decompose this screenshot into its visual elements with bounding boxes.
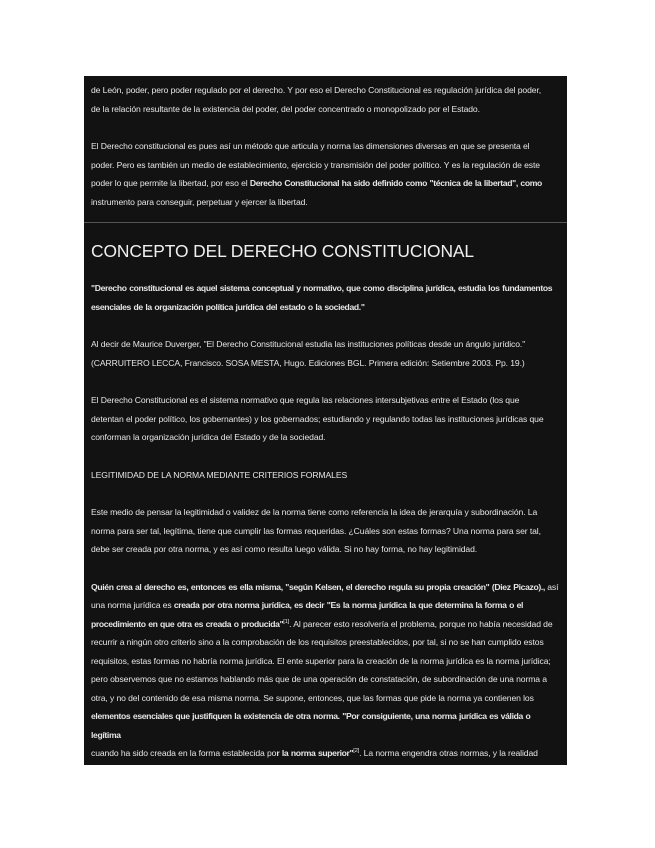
bold-text: procedimiento en que otra es creada o producida": [91, 618, 284, 629]
text-line: El Derecho constitucional es pues así un método que articula y norma las dimensiones diversas en que se presenta el: [91, 141, 530, 151]
text-line: Este medio de pensar la legitimidad o validez de la norma tiene como referencia la idea de jerarquía y subordinación. La: [91, 507, 538, 517]
paragraph-duverger: [91, 335, 561, 372]
text-line: detentan el poder político, los gobernantes) y los gobernados; estudiando y regulando todas las instituciones jurídicas que: [91, 413, 544, 424]
bold-text: Quién crea al derecho es, entonces es ella misma, "según Kelsen, el derecho regula su propia creación" (Diez Picazo).,: [91, 581, 545, 592]
footnote-ref-2[interactable]: [2]: [353, 748, 360, 755]
text-span: cuando ha sido creada en la forma establecida po: [91, 748, 277, 758]
text-line: requisitos, estas formas no habría norma jurídica. El ente superior para la creación de la norma jurídica es la norma jurídica;: [91, 655, 551, 666]
text-line: conforman la organización jurídica del Estado y de la sociedad.: [91, 432, 326, 442]
text-line: de León, poder, pero poder regulado por el derecho. Y por eso el Derecho Constitucional es regulación jurídica del poder,: [91, 85, 542, 95]
text-line: recurrir a ningún otro criterio sino a la comprobación de los requisitos preestablecidos, por tal, si no se han cumplido estos: [91, 637, 544, 647]
footnote-ref-1[interactable]: [1]: [283, 618, 290, 625]
subsection-heading: LEGITIMIDAD DE LA NORMA MEDIANTE CRITERIOS FORMALES: [91, 469, 348, 480]
text-line: El Derecho Constitucional es el sistema normativo que regula las relaciones intersubjetivas entre el Estado (los que: [91, 395, 520, 405]
text-span: poder lo que permite la libertad, por eso el: [91, 178, 250, 188]
text-line: norma para ser tal, legítima, tiene que cumplir las formas requeridas. ¿Cuáles son estas formas? Una norma para ser tal,: [91, 525, 541, 536]
text-line: debe ser creada por otra norma, y es así como resulta luego válida. Si no hay forma, no hay legitimidad.: [91, 544, 478, 554]
text-line: esenciales de la organización política jurídica del estado o la sociedad.": [91, 301, 365, 312]
text-line: poder. Pero es también un medio de establecimiento, ejercicio y transmisión del poder político. Y es la regulación de este: [91, 159, 540, 170]
section-heading: CONCEPTO DEL DERECHO CONSTITUCIONAL: [91, 241, 475, 261]
bold-text: r la norma superior": [276, 748, 354, 758]
text-line: [91, 578, 561, 597]
paragraph-sistema-normativo: [91, 391, 561, 447]
document-page: [84, 76, 567, 765]
text-line: [91, 174, 561, 193]
bold-text: Derecho Constitucional ha sido definido como "técnica de la libertad", como: [249, 178, 542, 188]
text-span: una norma jurídica es: [91, 600, 174, 610]
paragraph-metodo: [91, 137, 561, 211]
bold-text: creada por otra norma jurídica, es decir "Es la norma jurídica la que determina la forma o el: [173, 600, 524, 610]
text-line: Al decir de Maurice Duverger, "El Derecho Constitucional estudia las instituciones políticas desde un ángulo jurídico.": [91, 339, 526, 349]
text-line: de la relación resultante de la existencia del poder, del poder concentrado o monopolizado por el Estado.: [91, 103, 480, 114]
paragraph-poder-regulado: [91, 81, 561, 118]
text-line: [91, 615, 561, 634]
text-line: [91, 744, 561, 763]
section-divider: [84, 222, 567, 223]
text-line: instrumento para conseguir, perpetuar y ejercer la libertad.: [91, 196, 308, 207]
definition-quote: [91, 279, 561, 316]
text-line: "Derecho constitucional es aquel sistema conceptual y normativo, que como disciplina jurídica, estudia los fundamentos: [91, 283, 553, 293]
text-span: así: [544, 581, 559, 592]
text-span: . La norma engendra otras normas, y la realidad: [359, 748, 538, 758]
paragraph-legitimidad: [91, 503, 561, 559]
text-line: [91, 596, 561, 615]
text-line: otra, y no del contenido de esa misma norma. Se supone, entonces, que las formas que pide la norma ya contienen los: [91, 692, 534, 703]
text-line: (CARRUITERO LECCA, Francisco. SOSA MESTA, Hugo. Ediciones BGL. Primera edición: Setiembre 2003. Pp. 19.): [91, 357, 525, 368]
text-line: elementos esenciales que justifiquen la existencia de otra norma. "Por consiguiente, una norma jurídica es válida o legítima: [91, 711, 531, 740]
paragraph-kelsen: [91, 578, 561, 763]
text-line: pero observemos que no estamos hablando más que de una operación de constatación, de subordinación de una norma a: [91, 674, 547, 684]
text-span: . Al parecer esto resolvería el problema, porque no había necesidad de: [289, 618, 553, 629]
